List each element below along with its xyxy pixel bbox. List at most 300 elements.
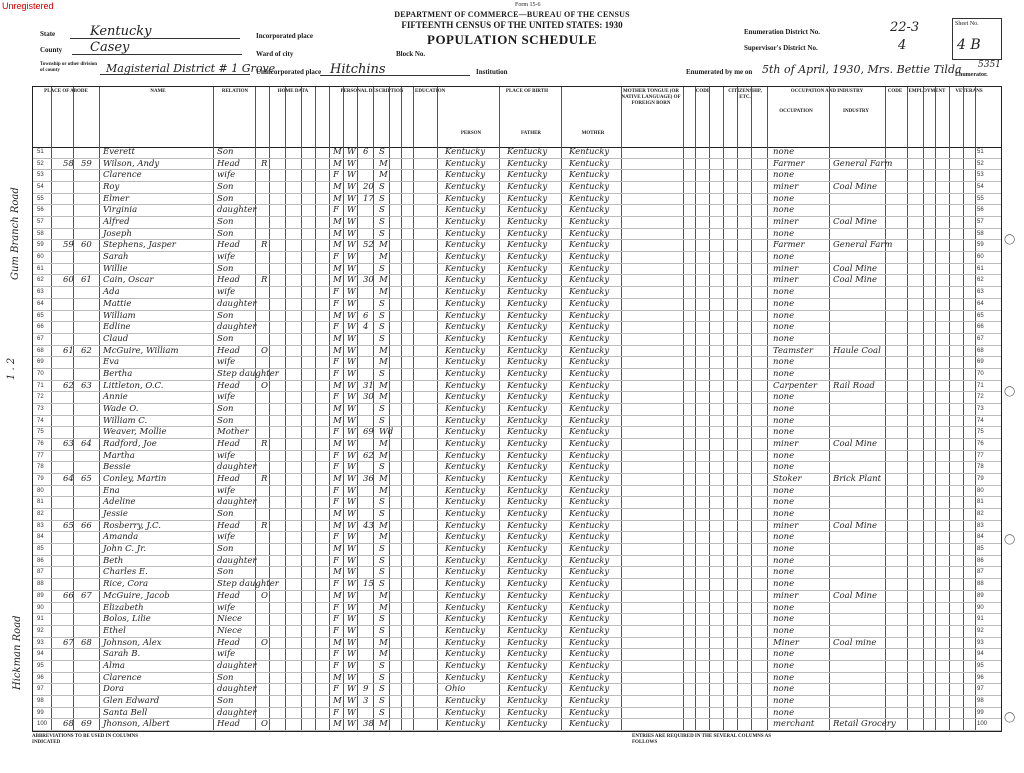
birthplace-mother: Kentucky [569, 275, 610, 286]
person-name: Virginia [103, 205, 138, 216]
table-row [33, 334, 1001, 346]
birthplace-father: Kentucky [507, 509, 548, 520]
race: W [347, 649, 356, 660]
person-name: Santa Bell [103, 707, 148, 718]
occupation: none [773, 485, 795, 496]
column-header-row [33, 87, 1001, 148]
table-row [33, 603, 1001, 615]
birthplace-mother: Kentucky [569, 462, 610, 473]
age: 62 [363, 450, 374, 461]
township-label: Township or other division of county [40, 62, 98, 73]
birthplace-mother: Kentucky [569, 485, 610, 496]
birthplace-person: Kentucky [445, 147, 486, 157]
table-row [33, 591, 1001, 603]
sex: F [333, 579, 339, 590]
line-number-right: 95 [977, 662, 984, 669]
marital-status: M [379, 590, 388, 601]
relation: wife [217, 357, 236, 368]
birthplace-father: Kentucky [507, 520, 548, 531]
table-row [33, 299, 1001, 311]
sex: M [333, 474, 342, 485]
sex: M [333, 275, 342, 286]
table-row [33, 719, 1001, 731]
birthplace-person: Kentucky [445, 403, 486, 414]
birthplace-father: Kentucky [507, 695, 548, 706]
birthplace-father: Kentucky [507, 217, 548, 228]
industry: Coal Mine [833, 182, 878, 193]
race: W [347, 298, 356, 309]
family-number: 63 [81, 380, 92, 391]
relation: Niece [217, 614, 242, 625]
family-number: 69 [81, 719, 92, 730]
person-name: Jessie [103, 509, 128, 520]
footer-entries-note: ENTRIES ARE REQUIRED IN THE SEVERAL COLUMNS AS FOLLOWS [632, 734, 771, 745]
birthplace-person: Kentucky [445, 252, 486, 263]
side-note-top: Gum Branch Road [10, 187, 21, 280]
birthplace-father: Kentucky [507, 403, 548, 414]
home-tenure: R [261, 158, 268, 169]
birthplace-person: Kentucky [445, 322, 486, 333]
home-tenure: R [261, 520, 268, 531]
birthplace-mother: Kentucky [569, 240, 610, 251]
marital-status: S [379, 322, 385, 333]
age: 6 [363, 147, 369, 157]
person-name: Rosberry, J.C. [103, 520, 161, 531]
relation: wife [217, 252, 236, 263]
marital-status: S [379, 298, 385, 309]
birthplace-father: Kentucky [507, 672, 548, 683]
marital-status: S [379, 544, 385, 555]
birthplace-person: Kentucky [445, 217, 486, 228]
marital-status: M [379, 485, 388, 496]
birthplace-father: Kentucky [507, 649, 548, 660]
birthplace-mother: Kentucky [569, 625, 610, 636]
line-number-right: 87 [977, 569, 984, 576]
marital-status: M [379, 602, 388, 613]
birthplace-person: Kentucky [445, 567, 486, 578]
relation: daughter [217, 322, 257, 333]
line-number: 85 [37, 546, 44, 553]
table-row [33, 369, 1001, 381]
enum-district-label: Enumeration District No. [744, 28, 821, 36]
birthplace-father: Kentucky [507, 637, 548, 648]
age: 4 [363, 322, 369, 333]
marital-status: M [379, 637, 388, 648]
line-number: 57 [37, 219, 44, 226]
race: W [347, 719, 356, 730]
person-name: Martha [103, 450, 135, 461]
race: W [347, 182, 356, 193]
col-personal-description: PERSONAL DESCRIPTION [340, 89, 404, 94]
col-occupation: OCCUPATION [779, 109, 813, 114]
occupation: miner [773, 217, 799, 228]
birthplace-father: Kentucky [507, 380, 548, 391]
line-number: 76 [37, 441, 44, 447]
occupation: Teamster [773, 345, 814, 356]
table-row [33, 392, 1001, 404]
line-number-right: 84 [977, 534, 984, 541]
occupation: none [773, 287, 795, 298]
birthplace-person: Kentucky [445, 660, 486, 671]
birthplace-person: Kentucky [445, 205, 486, 216]
table-row [33, 661, 1001, 673]
line-number: 88 [37, 581, 44, 588]
line-number: 80 [37, 487, 44, 494]
table-row [33, 217, 1001, 229]
birthplace-father: Kentucky [507, 263, 548, 274]
side-note-mid: 1 . 2 [6, 357, 17, 380]
line-number: 92 [37, 627, 44, 634]
line-number-right: 76 [977, 441, 984, 447]
race: W [347, 532, 356, 543]
race: W [347, 684, 356, 695]
birthplace-mother: Kentucky [569, 450, 610, 461]
line-number: 78 [37, 464, 44, 471]
col-education: EDUCATION [415, 89, 446, 94]
col-father: FATHER [520, 131, 542, 136]
birthplace-person: Kentucky [445, 579, 486, 590]
marital-status: S [379, 263, 385, 274]
sex: F [333, 707, 339, 718]
col-veterans: VETERANS [955, 89, 983, 94]
person-name: Cain, Oscar [103, 275, 154, 286]
person-name: Glen Edward [103, 695, 160, 706]
race: W [347, 450, 356, 461]
birthplace-mother: Kentucky [569, 695, 610, 706]
race: W [347, 228, 356, 239]
person-name: William [103, 310, 136, 321]
col-mother-tongue: MOTHER TONGUE (OR NATIVE LANGUAGE) OF FOREIGN BORN [621, 89, 681, 106]
line-number: 86 [37, 557, 44, 564]
birthplace-person: Kentucky [445, 474, 486, 485]
line-number-right: 74 [977, 417, 984, 424]
race: W [347, 474, 356, 485]
table-row [33, 322, 1001, 334]
table-body [33, 147, 1001, 731]
birthplace-person: Kentucky [445, 392, 486, 403]
occupation: none [773, 298, 795, 309]
line-number: 87 [37, 569, 44, 576]
line-number-right: 79 [977, 476, 984, 483]
family-number: 65 [81, 474, 92, 485]
race: W [347, 660, 356, 671]
line-number-right: 70 [977, 370, 984, 377]
marital-status: M [379, 345, 388, 356]
birthplace-father: Kentucky [507, 567, 548, 578]
sex: F [333, 462, 339, 473]
race: W [347, 567, 356, 578]
sex: F [333, 614, 339, 625]
birthplace-person: Kentucky [445, 450, 486, 461]
line-number: 94 [37, 651, 44, 658]
race: W [347, 345, 356, 356]
person-name: Wade O. [103, 403, 139, 414]
birthplace-person: Kentucky [445, 520, 486, 531]
binding-hole: ◯ [1004, 534, 1016, 545]
birthplace-person: Kentucky [445, 590, 486, 601]
home-tenure: O [261, 345, 268, 356]
unregistered-watermark: Unregistered [2, 1, 54, 11]
table-row [33, 638, 1001, 650]
relation: Son [217, 672, 234, 683]
race: W [347, 485, 356, 496]
industry: Retail Grocery [833, 719, 896, 730]
birthplace-mother: Kentucky [569, 287, 610, 298]
occupation: none [773, 707, 795, 718]
birthplace-father: Kentucky [507, 555, 548, 566]
birthplace-mother: Kentucky [569, 193, 610, 204]
dwelling-number: 67 [63, 637, 74, 648]
sex: F [333, 602, 339, 613]
col-home-data: HOME DATA [277, 89, 309, 94]
occupation: none [773, 567, 795, 578]
table-row [33, 521, 1001, 533]
table-row [33, 626, 1001, 638]
birthplace-father: Kentucky [507, 182, 548, 193]
relation: Head [217, 474, 240, 485]
person-name: Willie [103, 263, 128, 274]
person-name: Alma [103, 660, 125, 671]
ward-label: Ward of city [256, 50, 294, 58]
race: W [347, 602, 356, 613]
county-value: Casey [90, 40, 130, 55]
home-tenure: R [261, 275, 268, 286]
occupation: none [773, 555, 795, 566]
birthplace-person: Kentucky [445, 357, 486, 368]
sex: M [333, 439, 342, 449]
family-number: 68 [81, 637, 92, 648]
marital-status: S [379, 695, 385, 706]
line-number-right: 90 [977, 604, 984, 611]
birthplace-mother: Kentucky [569, 158, 610, 169]
marital-status: M [379, 380, 388, 391]
occupation: none [773, 509, 795, 520]
enumerated-label: Enumerated by me on [686, 68, 753, 76]
person-name: Annie [103, 392, 128, 403]
birthplace-father: Kentucky [507, 590, 548, 601]
birthplace-person: Kentucky [445, 427, 486, 438]
age: 17 [363, 193, 374, 204]
col-code-2: CODE [887, 89, 903, 94]
col-person: PERSON [460, 131, 482, 136]
race: W [347, 240, 356, 251]
relation: Head [217, 520, 240, 531]
table-row [33, 182, 1001, 194]
occupation: none [773, 684, 795, 695]
line-number: 72 [37, 394, 44, 401]
person-name: Rice, Cora [103, 579, 149, 590]
table-row [33, 240, 1001, 252]
race: W [347, 217, 356, 228]
relation: Head [217, 719, 240, 730]
birthplace-father: Kentucky [507, 147, 548, 157]
birthplace-mother: Kentucky [569, 532, 610, 543]
race: W [347, 520, 356, 531]
marital-status: M [379, 287, 388, 298]
person-name: Joseph [103, 228, 132, 239]
birthplace-father: Kentucky [507, 614, 548, 625]
person-name: Alfred [103, 217, 130, 228]
line-number-right: 68 [977, 347, 984, 354]
marital-status: S [379, 672, 385, 683]
marital-status: S [379, 555, 385, 566]
birthplace-mother: Kentucky [569, 345, 610, 356]
dwelling-number: 63 [63, 439, 74, 449]
occupation: Miner [773, 637, 799, 648]
marital-status: M [379, 170, 388, 181]
birthplace-person: Kentucky [445, 637, 486, 648]
sex: M [333, 695, 342, 706]
line-number: 96 [37, 674, 44, 681]
state-value: Kentucky [90, 24, 152, 39]
occupation: none [773, 392, 795, 403]
birthplace-father: Kentucky [507, 240, 548, 251]
race: W [347, 275, 356, 286]
relation: Son [217, 193, 234, 204]
person-name: Johnson, Alex [103, 637, 162, 648]
birthplace-mother: Kentucky [569, 660, 610, 671]
age: 3 [363, 695, 369, 706]
birthplace-person: Kentucky [445, 310, 486, 321]
birthplace-person: Kentucky [445, 380, 486, 391]
occupation: merchant [773, 719, 815, 730]
line-number-right: 66 [977, 324, 984, 331]
sex: M [333, 240, 342, 251]
marital-status: S [379, 579, 385, 590]
birthplace-father: Kentucky [507, 707, 548, 718]
table-row [33, 264, 1001, 276]
birthplace-person: Kentucky [445, 298, 486, 309]
industry: Coal Mine [833, 439, 878, 449]
family-number: 61 [81, 275, 92, 286]
line-number: 100 [37, 721, 48, 728]
person-name: Elizabeth [103, 602, 144, 613]
col-mother: MOTHER [581, 131, 605, 136]
person-name: Clarence [103, 672, 142, 683]
birthplace-father: Kentucky [507, 392, 548, 403]
line-number-right: 72 [977, 394, 984, 401]
table-row [33, 684, 1001, 696]
age: 20 [363, 182, 374, 193]
line-number: 90 [37, 604, 44, 611]
person-name: Claud [103, 333, 129, 344]
sex: M [333, 520, 342, 531]
industry: General Farm [833, 158, 893, 169]
line-number: 59 [37, 242, 44, 249]
line-number-right: 96 [977, 674, 984, 681]
line-number-right: 65 [977, 312, 984, 319]
person-name: Weaver, Mollie [103, 427, 167, 438]
person-name: John C. Jr. [103, 544, 147, 555]
race: W [347, 147, 356, 157]
relation: daughter [217, 684, 257, 695]
birthplace-father: Kentucky [507, 415, 548, 426]
line-number: 74 [37, 417, 44, 424]
dwelling-number: 64 [63, 474, 74, 485]
line-number: 82 [37, 511, 44, 518]
table-row [33, 205, 1001, 217]
occupation: none [773, 310, 795, 321]
birthplace-person: Kentucky [445, 263, 486, 274]
sex: M [333, 719, 342, 730]
birthplace-father: Kentucky [507, 660, 548, 671]
table-row [33, 381, 1001, 393]
sex: M [333, 182, 342, 193]
birthplace-mother: Kentucky [569, 555, 610, 566]
birthplace-mother: Kentucky [569, 509, 610, 520]
sex: F [333, 170, 339, 181]
person-name: Littleton, O.C. [103, 380, 164, 391]
state-label: State [40, 30, 56, 38]
race: W [347, 637, 356, 648]
birthplace-person: Kentucky [445, 462, 486, 473]
sex: F [333, 427, 339, 438]
birthplace-mother: Kentucky [569, 403, 610, 414]
age: 30 [363, 275, 374, 286]
sex: F [333, 298, 339, 309]
relation: Head [217, 439, 240, 449]
marital-status: M [379, 450, 388, 461]
race: W [347, 252, 356, 263]
birthplace-mother: Kentucky [569, 649, 610, 660]
industry: Coal Mine [833, 520, 878, 531]
marital-status: S [379, 625, 385, 636]
person-name: Adeline [103, 497, 136, 508]
birthplace-mother: Kentucky [569, 415, 610, 426]
relation: daughter [217, 205, 257, 216]
occupation: none [773, 614, 795, 625]
dwelling-number: 68 [63, 719, 74, 730]
race: W [347, 287, 356, 298]
person-name: Wilson, Andy [103, 158, 160, 169]
marital-status: M [379, 357, 388, 368]
col-employment: EMPLOYMENT [908, 89, 946, 94]
line-number-right: 81 [977, 499, 984, 506]
line-number-right: 57 [977, 219, 984, 226]
marital-status: M [379, 520, 388, 531]
table-row [33, 696, 1001, 708]
line-number: 77 [37, 452, 44, 459]
age: 38 [363, 719, 374, 730]
occupation: none [773, 625, 795, 636]
line-number: 51 [37, 149, 44, 155]
birthplace-mother: Kentucky [569, 298, 610, 309]
birthplace-person: Kentucky [445, 345, 486, 356]
birthplace-person: Ohio [445, 684, 466, 695]
table-row [33, 708, 1001, 720]
table-row [33, 474, 1001, 486]
relation: wife [217, 532, 236, 543]
relation: daughter [217, 497, 257, 508]
sex: M [333, 228, 342, 239]
marital-status: M [379, 392, 388, 403]
birthplace-father: Kentucky [507, 287, 548, 298]
birthplace-mother: Kentucky [569, 719, 610, 730]
department-heading: DEPARTMENT OF COMMERCE—BUREAU OF THE CENSUS [394, 10, 630, 19]
table-row [33, 357, 1001, 369]
marital-status: S [379, 182, 385, 193]
table-row [33, 311, 1001, 323]
relation: Son [217, 509, 234, 520]
line-number-right: 73 [977, 405, 984, 412]
birthplace-father: Kentucky [507, 345, 548, 356]
family-number: 60 [81, 240, 92, 251]
table-row [33, 346, 1001, 358]
relation: wife [217, 450, 236, 461]
table-row [33, 416, 1001, 428]
person-name: Edline [103, 322, 131, 333]
age: 30 [363, 392, 374, 403]
